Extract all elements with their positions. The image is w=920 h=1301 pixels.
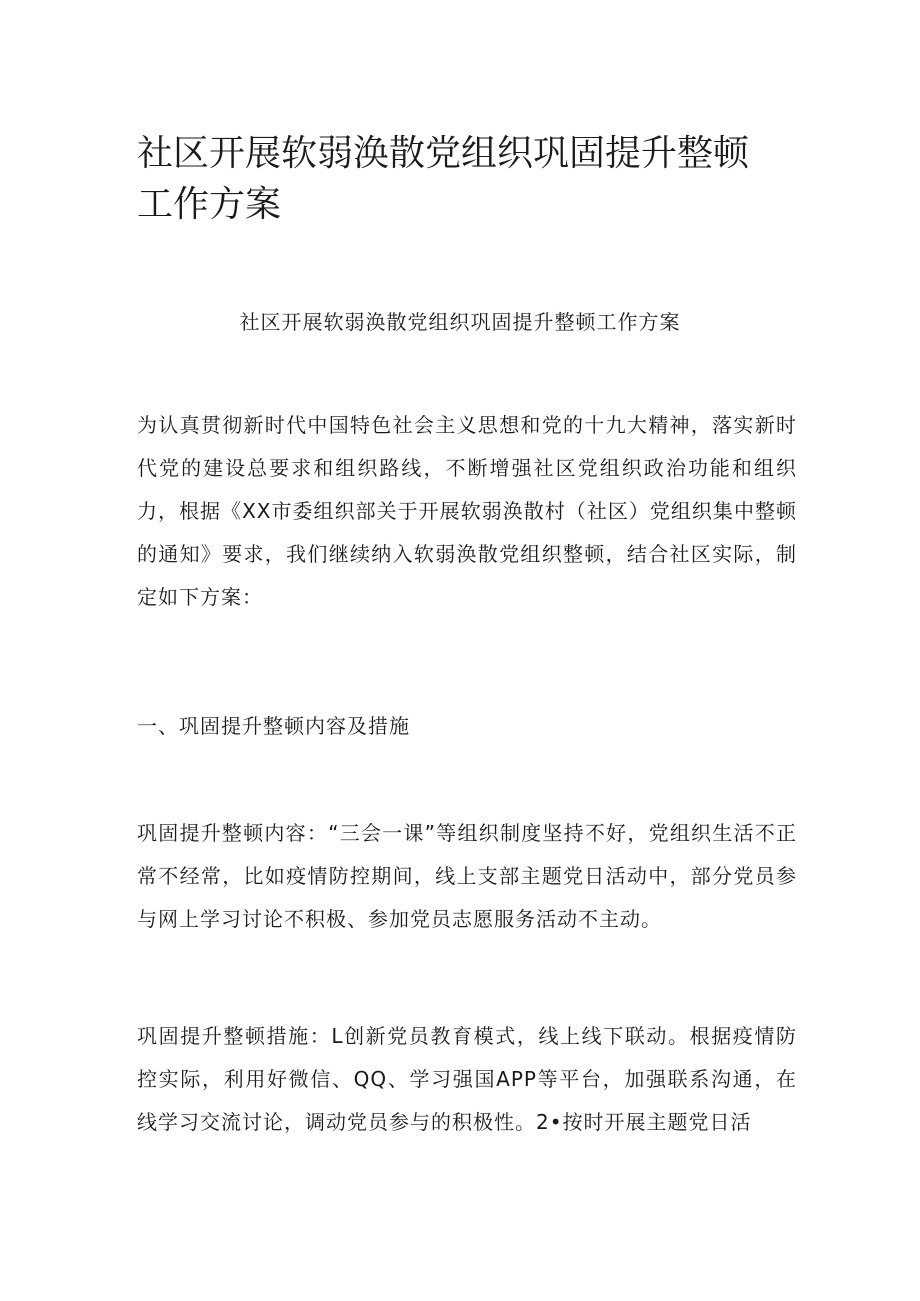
document-subtitle: 社区开展软弱涣散党组织巩固提升整顿工作方案	[239, 310, 681, 334]
content-paragraph: 巩固提升整顿内容：“三会一课”等组织制度坚持不好，党组织生活不正常不经常，比如疫情防控期间，线上支部主题党日活动中，部分党员参与网上学习讨论不积极、参加党员志愿服务活动不主动。	[137, 821, 797, 931]
section-heading: 一、巩固提升整顿内容及措施	[137, 714, 410, 738]
measures-paragraph: 巩固提升整顿措施：L创新党员教育模式，线上线下联动。根据疫情防控实际，利用好微信、QQ、学习强国APP等平台，加强联系沟通，在线学习交流讨论，调动党员参与的积极性。2•按时开展主题党日活	[137, 1024, 797, 1134]
intro-paragraph: 为认真贯彻新时代中国特色社会主义思想和党的十九大精神，落实新时代党的建设总要求和组织路线，不断增强社区党组织政治功能和组织力，根据《XX市委组织部关于开展软弱涣散村（社区）党组织集中整顿的通知》要求，我们继续纳入软弱涣散党组织整顿，结合社区实际，制定如下方案：	[137, 413, 797, 609]
document-title: 社区开展软弱涣散党组织巩固提升整顿工作方案	[137, 133, 750, 225]
